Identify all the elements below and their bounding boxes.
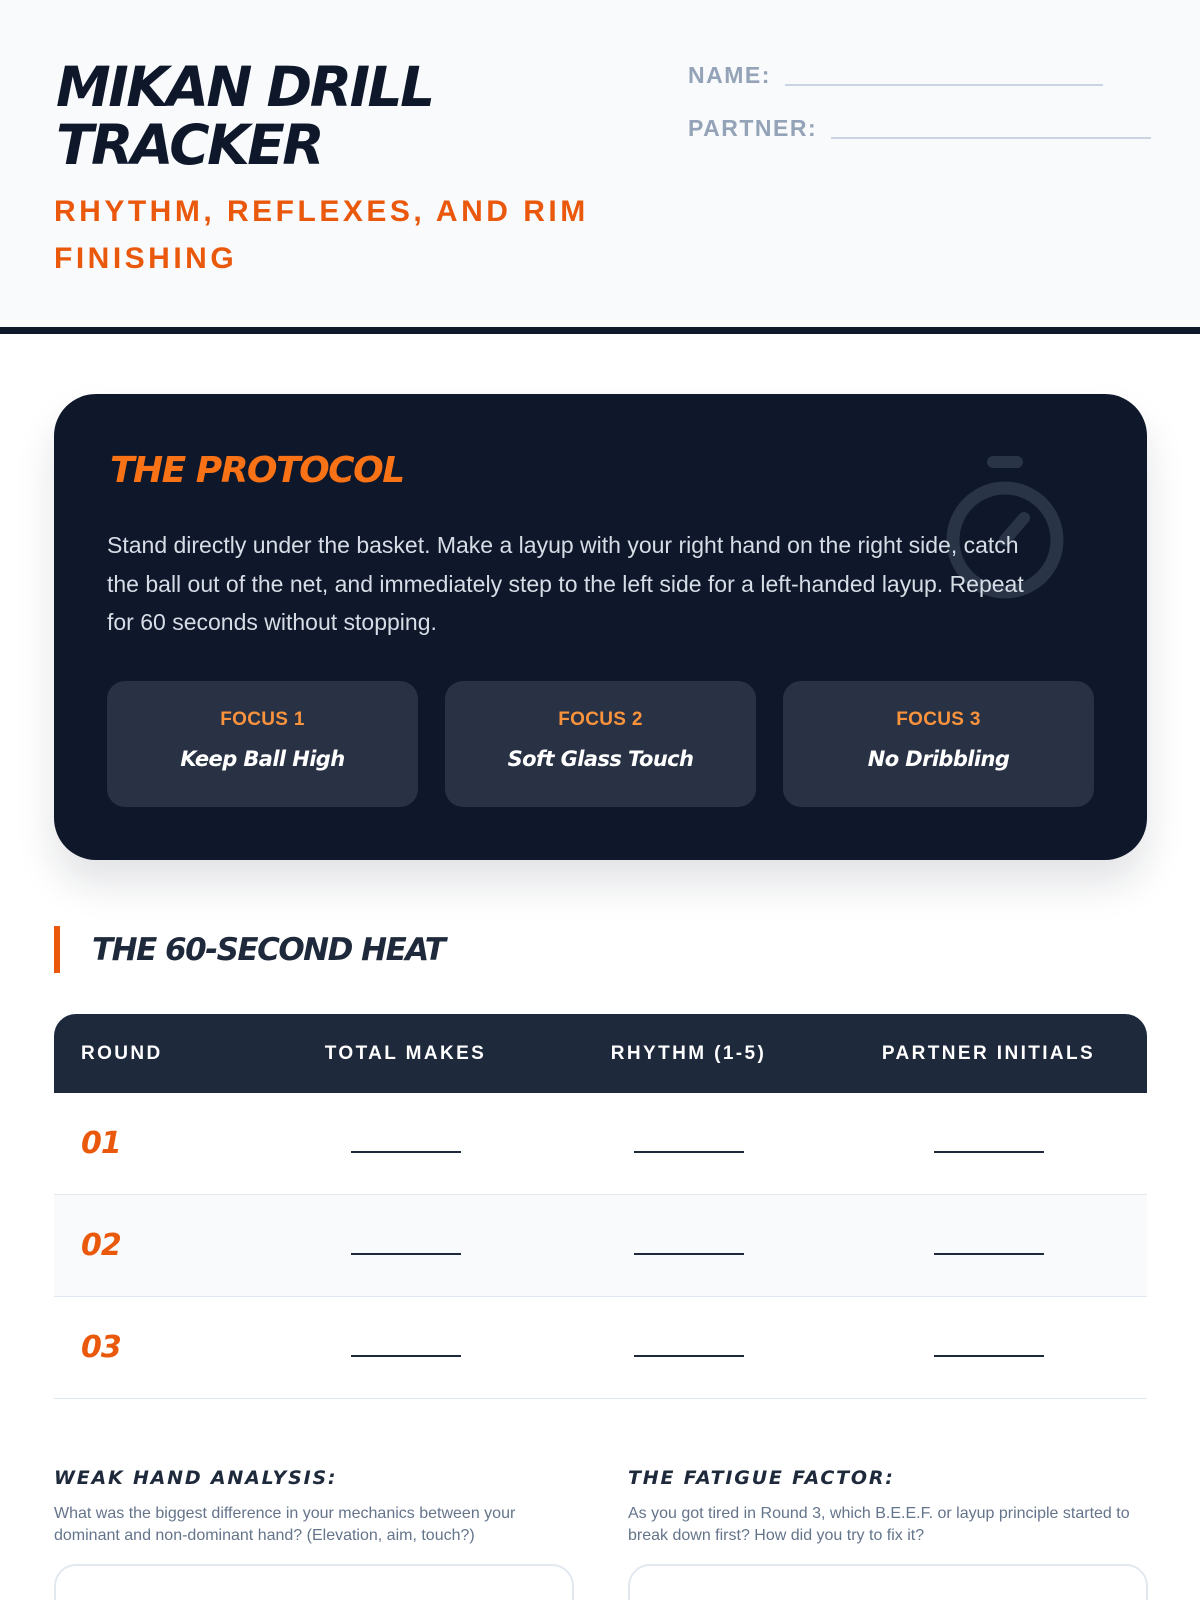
reflection-title: THE FATIGUE FACTOR:: [628, 1467, 895, 1489]
write-line[interactable]: [351, 1355, 461, 1357]
protocol-description: Stand directly under the basket. Make a layup with your right hand on the right side, catch the ball out of the net, and immediately step to the left side for a left-handed layup. Repeat for 60 seconds without stopping.: [107, 532, 1024, 635]
partner-initials-cell[interactable]: [830, 1237, 1147, 1255]
partner-label: PARTNER:: [688, 115, 818, 141]
table-row: [54, 1093, 1147, 1195]
write-line[interactable]: [634, 1253, 744, 1255]
table-header-row: [54, 1014, 1147, 1093]
accent-bar: [54, 926, 60, 973]
partner-initials-cell[interactable]: [830, 1135, 1147, 1153]
focus-label: FOCUS 2: [558, 709, 643, 730]
total-makes-cell[interactable]: [264, 1339, 547, 1357]
focus-list: [107, 681, 1094, 807]
round-number: 02: [81, 1228, 121, 1263]
write-line[interactable]: [934, 1355, 1044, 1357]
round-number: 01: [81, 1126, 121, 1161]
protocol-card: [54, 394, 1147, 860]
reflection-title: WEAK HAND ANALYSIS:: [54, 1467, 338, 1489]
column-header-partner-initials: PARTNER INITIALS: [881, 1042, 1096, 1064]
rhythm-cell[interactable]: [547, 1237, 830, 1255]
focus-value: Keep Ball High: [180, 747, 345, 771]
focus-label: FOCUS 1: [220, 709, 305, 730]
column-header-rhythm: RHYTHM (1-5): [610, 1042, 767, 1064]
column-header-total-makes: TOTAL MAKES: [324, 1042, 487, 1064]
partner-field[interactable]: [688, 115, 1151, 141]
name-label: NAME:: [688, 62, 771, 88]
write-line[interactable]: [934, 1253, 1044, 1255]
rhythm-cell[interactable]: [547, 1135, 830, 1153]
partner-initials-cell[interactable]: [830, 1339, 1147, 1357]
worksheet-header: [0, 0, 1200, 334]
focus-card-3: [783, 681, 1094, 807]
total-makes-cell[interactable]: [264, 1237, 547, 1255]
round-number: 03: [81, 1330, 121, 1365]
focus-value: Soft Glass Touch: [507, 747, 694, 771]
rhythm-cell[interactable]: [547, 1339, 830, 1357]
focus-card-2: [445, 681, 756, 807]
reflection-prompt: What was the biggest difference in your mechanics between your dominant and non-dominant hand? (Elevation, aim, touch?): [54, 1505, 516, 1544]
heat-table: [54, 1014, 1147, 1399]
heat-section-heading: [54, 926, 444, 973]
write-line[interactable]: [351, 1253, 461, 1255]
write-line[interactable]: [934, 1151, 1044, 1153]
write-line[interactable]: [351, 1151, 461, 1153]
write-line[interactable]: [634, 1355, 744, 1357]
focus-label: FOCUS 3: [896, 709, 981, 730]
name-input-line[interactable]: [785, 84, 1103, 86]
column-header-round: ROUND: [81, 1042, 163, 1064]
partner-input-line[interactable]: [831, 137, 1151, 139]
heat-title: THE 60-SECOND HEAT: [92, 931, 445, 968]
total-makes-cell[interactable]: [264, 1135, 547, 1153]
table-row: [54, 1297, 1147, 1399]
focus-card-1: [107, 681, 418, 807]
weak-hand-analysis-section: [54, 1467, 574, 1600]
focus-value: No Dribbling: [867, 747, 1010, 771]
fatigue-answer-box[interactable]: [628, 1564, 1148, 1600]
fatigue-factor-section: [628, 1467, 1148, 1600]
reflection-prompt: As you got tired in Round 3, which B.E.E.F. or layup principle started to break down first? How did you try to fix it?: [628, 1505, 1130, 1544]
table-row: [54, 1195, 1147, 1297]
page-subtitle: RHYTHM, REFLEXES, AND RIM FINISHING: [54, 195, 589, 275]
name-field[interactable]: [688, 62, 1103, 88]
weak-hand-answer-box[interactable]: [54, 1564, 574, 1600]
protocol-title: THE PROTOCOL: [110, 450, 404, 491]
page-title: MIKAN DRILL TRACKER: [56, 55, 433, 177]
write-line[interactable]: [634, 1151, 744, 1153]
